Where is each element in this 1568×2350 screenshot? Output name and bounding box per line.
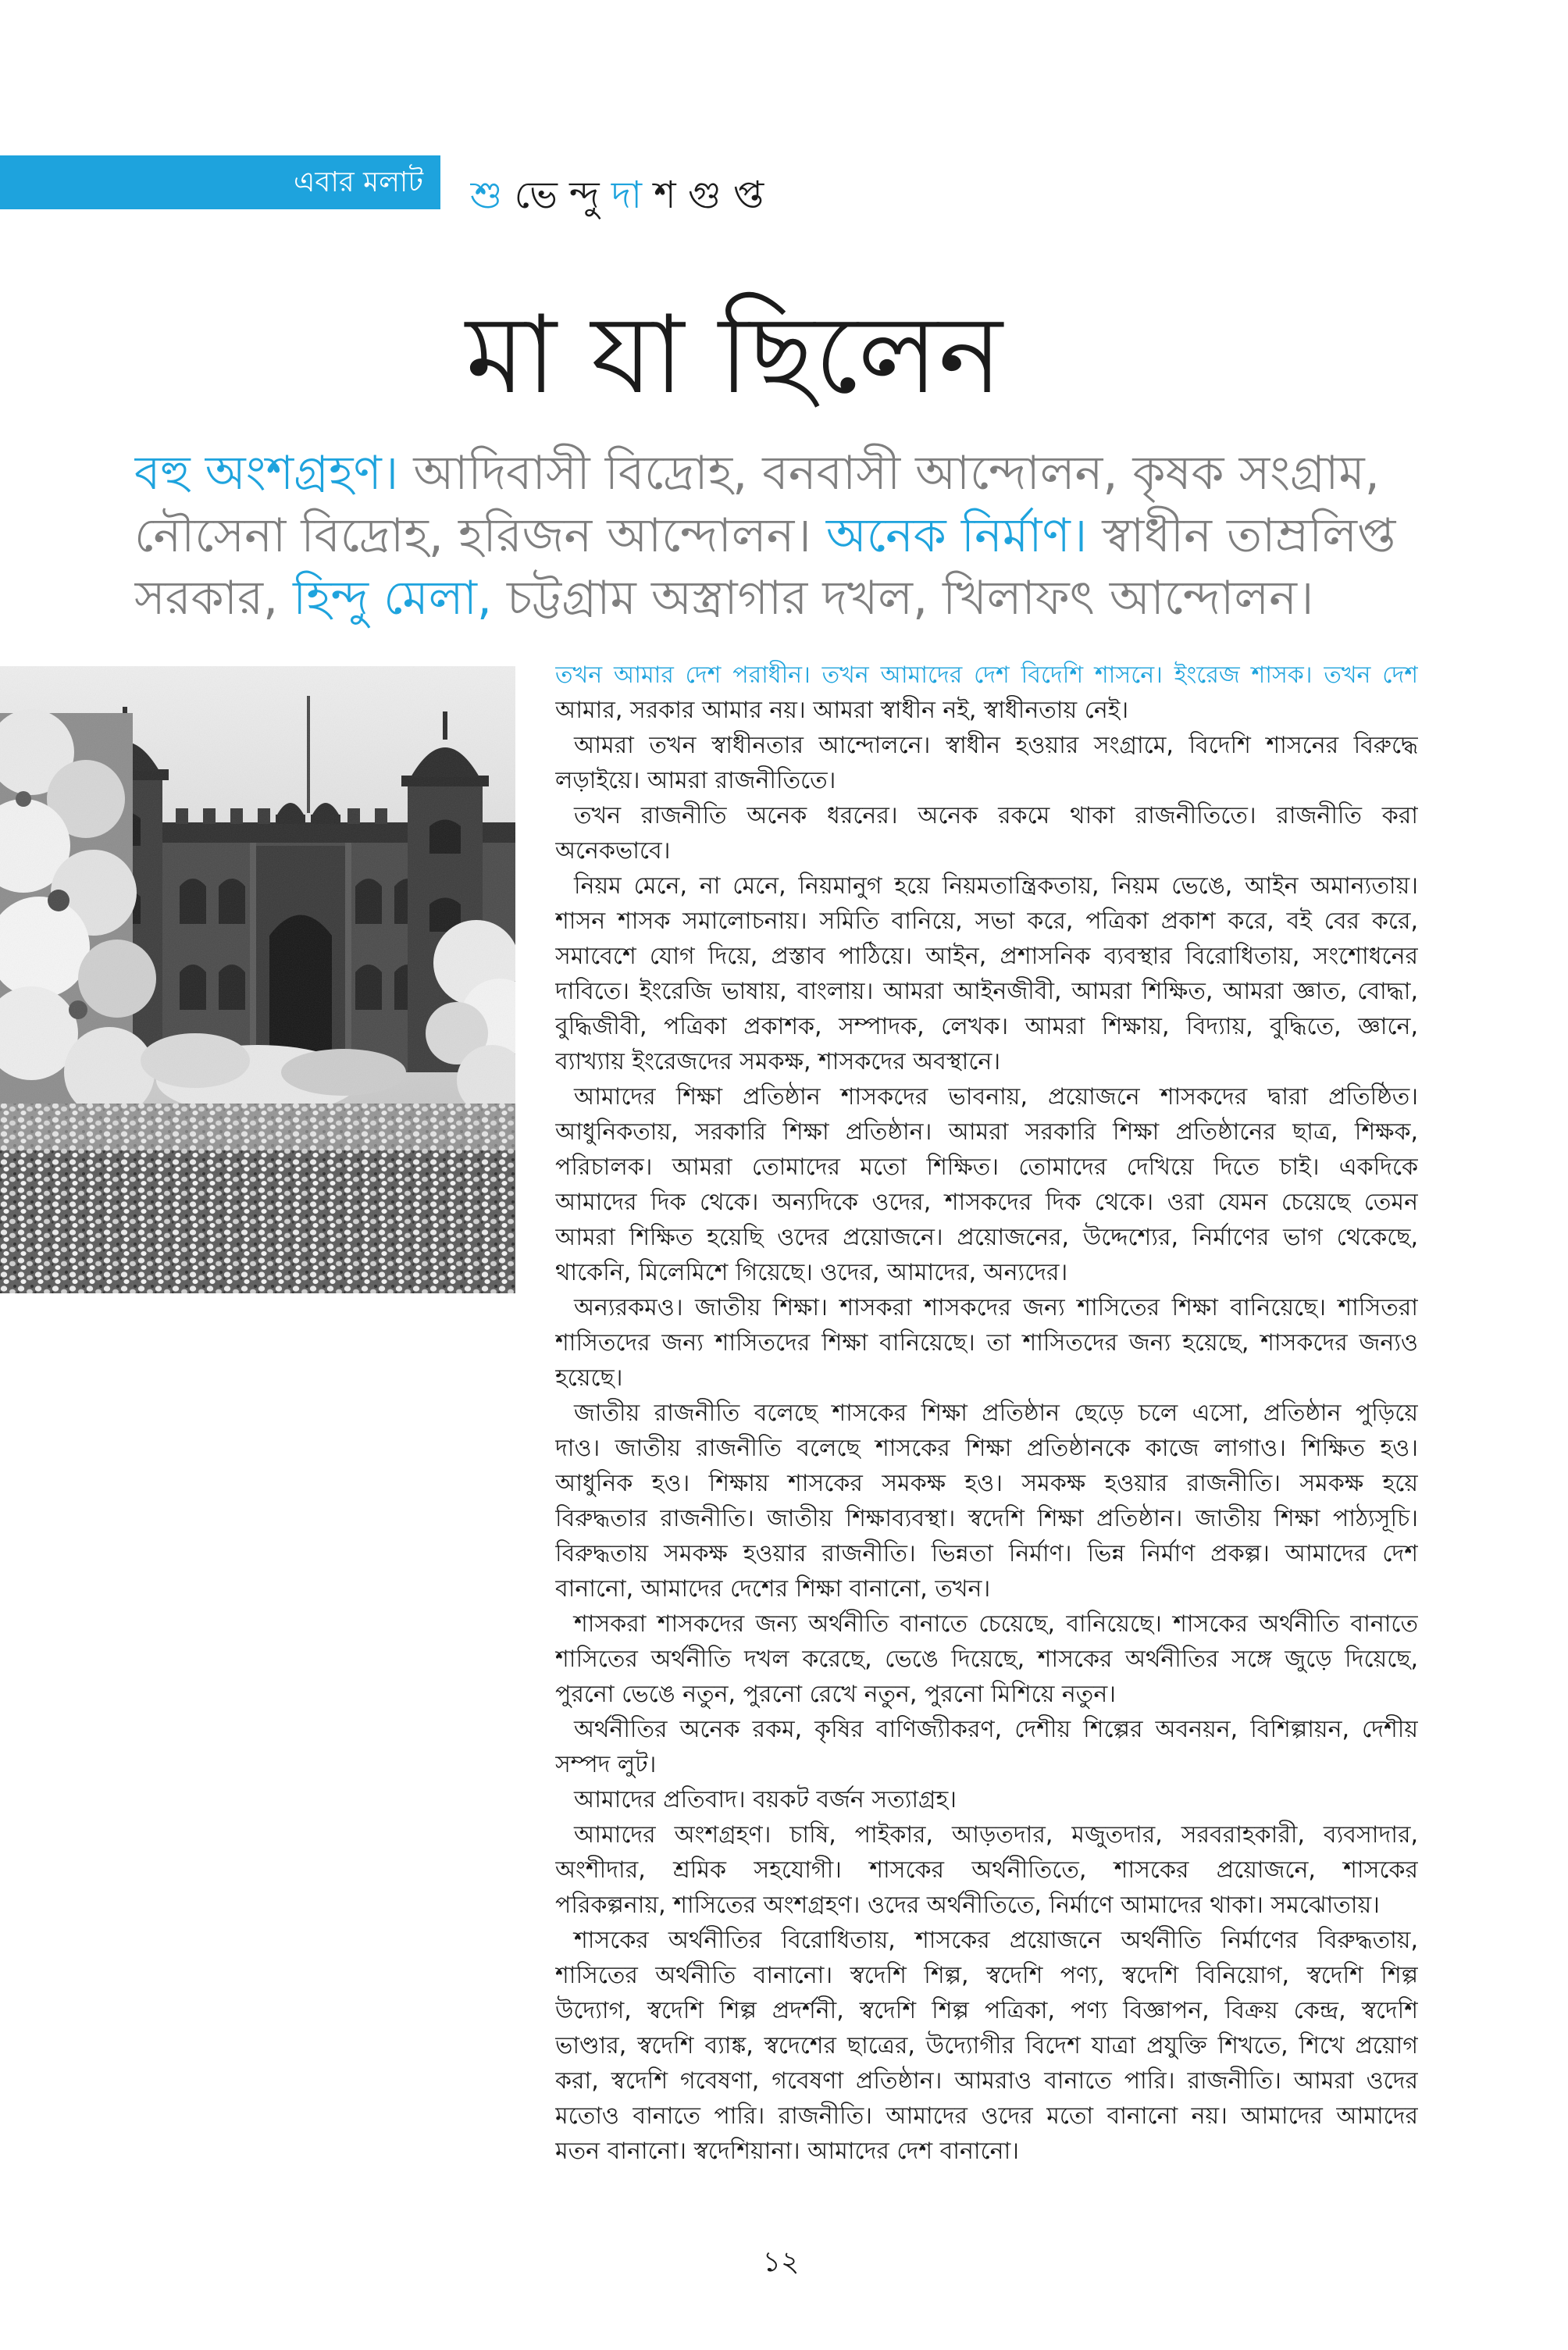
body-line: বিরুদ্ধতায় সমকক্ষ হওয়ার রাজনীতি। ভিন্নতা নির্মাণ। ভিন্ন নির্মাণ প্রকল্প। আমাদের দেশ bbox=[555, 1540, 1418, 1567]
photo-image bbox=[0, 666, 515, 1293]
paragraph bbox=[555, 798, 1418, 868]
body-line: শাসিতের অর্থনীতি দখল করেছে, ভেঙে দিয়েছে, শাসকের অর্থনীতির সঙ্গে জুড়ে দিয়েছে, bbox=[555, 1646, 1418, 1673]
paragraph bbox=[555, 1923, 1418, 2169]
body-line: তখন রাজনীতি অনেক ধরনের। অনেক রকমে থাকা রাজনীতিতে। রাজনীতি করা bbox=[574, 802, 1418, 829]
body-line: নিয়ম মেনে, না মেনে, নিয়মানুগ হয়ে নিয়মতান্ত্রিকতায়, নিয়ম ভেঙে, আইন অমান্যতায়। bbox=[574, 872, 1418, 900]
body-line: বিরুদ্ধতার রাজনীতি। জাতীয় শিক্ষাব্যবস্থা। স্বদেশি শিক্ষা প্রতিষ্ঠান। জাতীয় শিক্ষা পাঠ্যসূচি। bbox=[555, 1505, 1418, 1532]
body-line: জাতীয় রাজনীতি বলেছে শাসকের শিক্ষা প্রতিষ্ঠান ছেড়ে চলে এসো, প্রতিষ্ঠান পুড়িয়ে bbox=[574, 1400, 1418, 1427]
author-part: শু bbox=[470, 173, 503, 217]
body-line: ভাণ্ডার, স্বদেশি ব্যাঙ্ক, স্বদেশের ছাত্রের, উদ্যোগীর বিদেশ যাত্রা প্রযুক্তি শিখতে, শিখে প্রয়োগ bbox=[555, 2032, 1418, 2059]
deck-line bbox=[134, 442, 1437, 505]
article-body bbox=[555, 658, 1418, 2169]
body-line: সমাবেশে যোগ দিয়ে, প্রস্তাব পাঠিয়ে। আইন, প্রশাসনিক ব্যবস্থার বিরোধিতায়, সংশোধনের bbox=[555, 943, 1418, 970]
body-line: বানানো, আমাদের দেশের শিক্ষা বানানো, তখন। bbox=[555, 1575, 991, 1603]
body-line: আমাদের অংশগ্রহণ। চাষি, পাইকার, আড়তদার, মজুতদার, সরবরাহকারী, ব্যবসাদার, bbox=[574, 1821, 1418, 1849]
deck-text: নৌসেনা বিদ্রোহ, হরিজন আন্দোলন। bbox=[134, 508, 811, 563]
body-line: পরিচালক। আমরা তোমাদের মতো শিক্ষিত। তোমাদের দেখিয়ে দিতে চাই। একদিকে bbox=[555, 1154, 1418, 1181]
body-line: অর্থনীতির অনেক রকম, কৃষির বাণিজ্যীকরণ, দেশীয় শিল্পের অবনয়ন, বিশিল্পায়ন, দেশীয় bbox=[574, 1716, 1418, 1743]
body-line: বুদ্ধিজীবী, পত্রিকা প্রকাশক, সম্পাদক, লেখক। আমরা শিক্ষায়, বিদ্যায়, বুদ্ধিতে, জ্ঞানে, bbox=[555, 1013, 1418, 1040]
body-line: সম্পদ লুট। bbox=[555, 1751, 657, 1778]
body-line: আমরা তখন স্বাধীনতার আন্দোলনে। স্বাধীন হওয়ার সংগ্রামে, বিদেশি শাসনের বিরুদ্ধে bbox=[574, 732, 1418, 759]
page-number: ১২ bbox=[762, 2246, 800, 2278]
section-bar bbox=[0, 155, 440, 209]
body-line: অনেকভাবে। bbox=[555, 837, 671, 865]
body-line: আমার, সরকার আমার নয়। আমরা স্বাধীন নই, স্বাধীনতায় নেই। bbox=[555, 697, 1129, 724]
paragraph bbox=[555, 1290, 1418, 1396]
body-line: শাসিতদের জন্য শাসিতদের শিক্ষা বানিয়েছে। তা শাসিতদের জন্য হয়েছে, শাসকদের জন্যও bbox=[555, 1329, 1418, 1357]
deck-line bbox=[134, 567, 1437, 629]
cover-photo bbox=[0, 666, 515, 1293]
body-line: আধুনিকতায়, সরকারি শিক্ষা প্রতিষ্ঠান। আমরা সরকারি শিক্ষা প্রতিষ্ঠানের ছাত্র, শিক্ষক, bbox=[555, 1118, 1418, 1146]
body-line: মতন বানানো। স্বদেশিয়ানা। আমাদের দেশ বানানো। bbox=[555, 2138, 1020, 2165]
deck-highlight: অনেক নির্মাণ। bbox=[825, 508, 1088, 563]
body-line: হয়েছে। bbox=[555, 1364, 623, 1392]
body-line: পরিকল্পনায়, শাসিতের অংশগ্রহণ। ওদের অর্থনীতিতে, নির্মাণে আমাদের থাকা। সমঝোতায়। bbox=[555, 1892, 1380, 1919]
body-line: মতোও বানাতে পারি। রাজনীতি। আমাদের ওদের মতো বানানো নয়। আমাদের আমাদের bbox=[555, 2102, 1418, 2130]
paragraph bbox=[555, 1782, 1418, 1817]
body-line: করা, স্বদেশি গবেষণা, গবেষণা প্রতিষ্ঠান। আমরাও বানাতে পারি। রাজনীতি। আমরা ওদের bbox=[555, 2067, 1418, 2095]
paragraph bbox=[555, 868, 1418, 1079]
body-line: শাসকরা শাসকদের জন্য অর্থনীতি বানাতে চেয়েছে, বানিয়েছে। শাসকের অর্থনীতি বানাতে bbox=[574, 1610, 1418, 1638]
body-line: আমরা শিক্ষিত হয়েছি ওদের প্রয়োজনে। প্রয়োজনের, উদ্দেশ্যের, নির্মাণের ভাগ থেকেছে, bbox=[555, 1224, 1418, 1251]
section-label: এবার মলাট bbox=[294, 166, 423, 198]
article-deck bbox=[134, 442, 1437, 629]
paragraph bbox=[555, 693, 1418, 728]
body-line: আমাদের প্রতিবাদ। বয়কট বর্জন সত্যাগ্রহ। bbox=[574, 1786, 957, 1813]
body-line: শাসকের অর্থনীতির বিরোধিতায়, শাসকের প্রয়োজনে অর্থনীতি নির্মাণের বিরুদ্ধতায়, bbox=[574, 1927, 1418, 1954]
article-title: মা যা ছিলেন bbox=[465, 292, 1003, 418]
body-line: শাসন শাসক সমালোচনায়। সমিতি বানিয়ে, সভা করে, পত্রিকা প্রকাশ করে, বই বের করে, bbox=[555, 908, 1418, 935]
body-line: আধুনিক হও। শিক্ষায় শাসকের সমকক্ষ হও। সমকক্ষ হওয়ার রাজনীতি। সমকক্ষ হয়ে bbox=[555, 1470, 1418, 1497]
paragraph bbox=[555, 1606, 1418, 1712]
deck-text: সরকার, bbox=[134, 571, 279, 626]
paragraph bbox=[555, 1079, 1418, 1290]
author-part: শ গু প্ত bbox=[654, 173, 764, 217]
body-line: ব্যাখ্যায় ইংরেজদের সমকক্ষ, শাসকদের অবস্থানে। bbox=[555, 1048, 1001, 1075]
paragraph bbox=[555, 1712, 1418, 1782]
author-name bbox=[470, 167, 1017, 223]
body-line: অংশীদার, শ্রমিক সহযোগী। শাসকের অর্থনীতিতে, শাসকের প্রয়োজনে, শাসকের bbox=[555, 1856, 1418, 1884]
body-line: দাবিতে। ইংরেজি ভাষায়, বাংলায়। আমরা আইনজীবী, আমরা শিক্ষিত, আমরা জ্ঞাত, বোদ্ধা, bbox=[555, 978, 1418, 1005]
photo-grain bbox=[0, 666, 515, 1293]
deck-text: আদিবাসী বিদ্রোহ, বনবাসী আন্দোলন, কৃষক সংগ্রাম, bbox=[413, 446, 1380, 501]
deck-highlight: হিন্দু মেলা, bbox=[293, 571, 492, 626]
author-part: দা bbox=[611, 173, 643, 217]
deck-text: স্বাধীন তাম্রলিপ্ত bbox=[1102, 508, 1396, 563]
deck-line bbox=[134, 505, 1437, 567]
body-line: শাসিতের অর্থনীতি বানানো। স্বদেশি শিল্প, স্বদেশি পণ্য, স্বদেশি বিনিয়োগ, স্বদেশি শিল্প bbox=[555, 1962, 1418, 1989]
author-part: ভে ন্দু bbox=[514, 173, 600, 217]
body-line: থাকেনি, মিলেমিশে গিয়েছে। ওদের, আমাদের, অন্যদের। bbox=[555, 1259, 1068, 1286]
deck-text: চট্টগ্রাম অস্ত্রাগার দখল, খিলাফৎ আন্দোলন। bbox=[507, 571, 1314, 626]
body-line: পুরনো ভেঙে নতুন, পুরনো রেখে নতুন, পুরনো মিশিয়ে নতুন। bbox=[555, 1681, 1116, 1708]
body-line: আমাদের শিক্ষা প্রতিষ্ঠান শাসকদের ভাবনায়, প্রয়োজনে শাসকদের দ্বারা প্রতিষ্ঠিত। bbox=[574, 1083, 1418, 1111]
body-line: উদ্যোগ, স্বদেশি শিল্প প্রদর্শনী, স্বদেশি শিল্প পত্রিকা, পণ্য বিজ্ঞাপন, বিক্রয় কেন্দ্র, স্বদেশি bbox=[555, 1997, 1418, 2024]
paragraph bbox=[555, 1396, 1418, 1606]
body-line: অন্যরকমও। জাতীয় শিক্ষা। শাসকরা শাসকদের জন্য শাসিতের শিক্ষা বানিয়েছে। শাসিতরা bbox=[574, 1294, 1418, 1321]
paragraph bbox=[555, 1817, 1418, 1923]
deck-highlight: বহু অংশগ্রহণ। bbox=[134, 446, 399, 501]
paragraph bbox=[555, 728, 1418, 798]
body-line: দাও। জাতীয় রাজনীতি বলেছে শাসকের শিক্ষা প্রতিষ্ঠানকে কাজে লাগাও। শিক্ষিত হও। bbox=[555, 1435, 1418, 1462]
body-line: লড়াইয়ে। আমরা রাজনীতিতে। bbox=[555, 767, 836, 794]
body-line: আমাদের দিক থেকে। অন্যদিকে ওদের, শাসকদের দিক থেকে। ওরা যেমন চেয়েছে তেমন bbox=[555, 1189, 1418, 1216]
lead-line: তখন আমার দেশ পরাধীন। তখন আমাদের দেশ বিদেশি শাসনে। ইংরেজ শাসক। তখন দেশ bbox=[555, 661, 1418, 689]
